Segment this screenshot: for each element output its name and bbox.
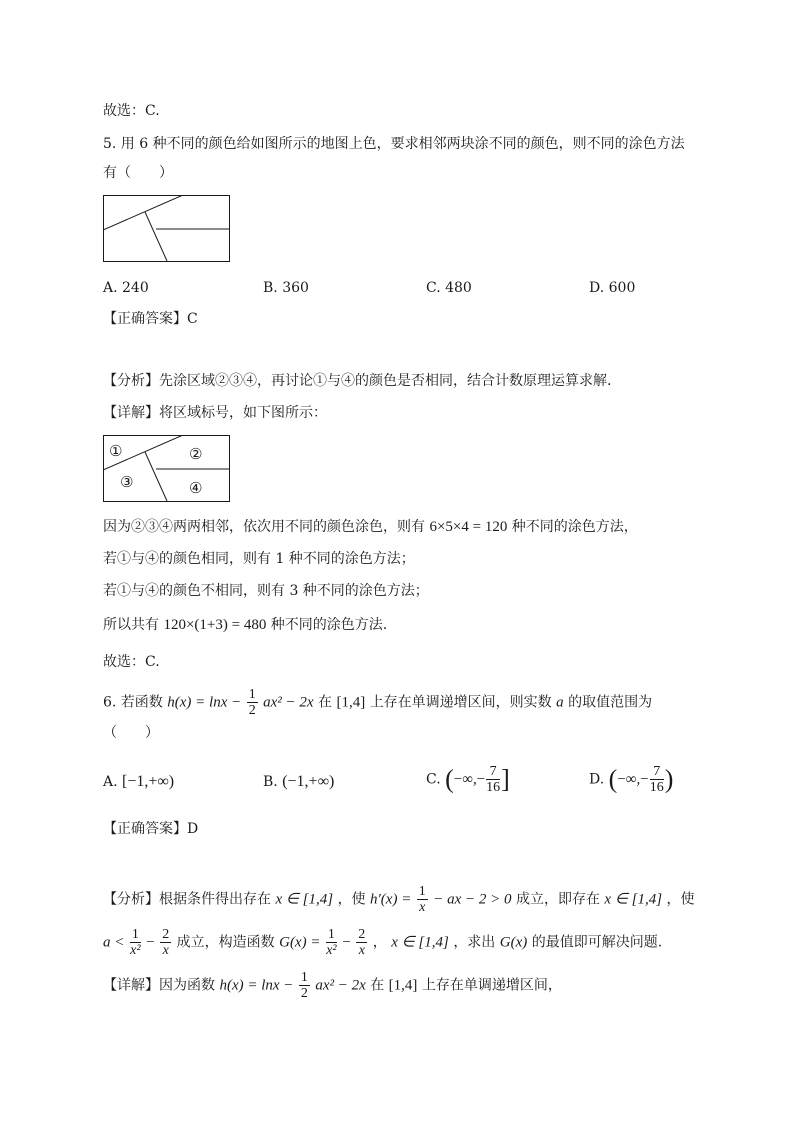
q6-option-b: B. (−1,+∞) (263, 773, 335, 790)
q5-answer: 【正确答案】C (103, 311, 198, 327)
q5-option-b: B. 360 (263, 280, 309, 296)
q6-option-c: C. (−∞,− $\frac{7}{16}$ ] (426, 764, 510, 795)
step-1-text-b: 种不同的涂色方法， (511, 519, 638, 535)
q5-stem-line2: 有（ ） (103, 165, 173, 181)
q5-analysis: 【分析】先涂区域②③④，再讨论①与④的颜色是否相同，结合计数原理运算求解. (103, 373, 612, 389)
q5-conclusion: 故选：C. (103, 654, 160, 670)
region-label-2: ② (189, 445, 203, 463)
q6-stem-b: 在 (318, 694, 333, 711)
q5-step-3: 若①与④的颜色不相同，则有 3 种不同的涂色方法； (103, 583, 429, 599)
q5-step-1 (103, 517, 638, 537)
q5-stem-line1: 5. 用 6 种不同的颜色给如图所示的地图上色，要求相邻两块涂不同的颜色，则不同的涂色方法 (103, 136, 685, 152)
region-label-3: ③ (120, 473, 134, 491)
q5-detail: 【详解】将区域标号，如下图所示： (103, 405, 327, 421)
q6-func-rhs: ax² − 2x (263, 694, 314, 711)
q6-stem-d: 的取值范围为 (568, 694, 653, 711)
q6-detail: 【详解】因为函数 h(x) = lnx − $\frac{1}{2}$ ax² − 2x 在 [1,4] 上存在单调递增区间， (103, 970, 562, 1001)
q5-step-2: 若①与④的颜色相同，则有 1 种不同的涂色方法； (103, 551, 415, 567)
q6-func-lhs: h(x) = lnx − (167, 694, 242, 711)
q5-step-4 (103, 615, 387, 635)
q6-stem-line1 (103, 687, 652, 718)
step-4-text-b: 种不同的涂色方法. (270, 617, 388, 633)
region-label-4: ④ (189, 479, 203, 497)
q6-half-fraction: $\frac{1}{2}$ (248, 687, 256, 718)
q5-map-figure (103, 195, 231, 263)
q6-var-a: a (556, 694, 564, 711)
step-1-formula: 6×5×4 = 120 (429, 519, 508, 535)
step-4-text-a: 所以共有 (103, 617, 159, 633)
q6-stem-line2: （ ） (103, 725, 159, 741)
previous-conclusion: 故选：C. (103, 103, 160, 119)
q6-stem-a: 6. 若函数 (103, 694, 163, 711)
region-label-1: ① (109, 442, 123, 460)
step-1-text-a: 因为②③④两两相邻，依次用不同的颜色涂色，则有 (103, 519, 425, 535)
q6-stem-c: 上存在单调递增区间，则实数 (369, 694, 552, 711)
q5-option-a: A. 240 (103, 280, 149, 296)
q6-analysis-line1: 【分析】根据条件得出存在 x ∈ [1,4] ，使 h′(x) = $\frac{1}{x}$ − ax − 2 > 0 成立，即存在 x ∈ [1,4] ，使 (103, 884, 695, 915)
q6-answer: 【正确答案】D (103, 821, 199, 837)
q5-option-d: D. 600 (589, 280, 636, 296)
q6-analysis-line2: a < $\frac{1}{\text{x²}}$ − $\frac{2}{x}$ 成立，构造函数 G(x) = $\frac{1}{\text{x²}}$ − $\frac{2}{x}$ ， x ∈ [1,4] ，求出 G(x) 的最值即可解决问题. (103, 927, 663, 958)
q6-option-a: A. [−1,+∞) (103, 773, 175, 790)
q6-option-d: D. (−∞,− $\frac{7}{16}$ ) (589, 764, 674, 795)
q6-interval: [1,4] (336, 694, 366, 711)
q5-option-c: C. 480 (426, 280, 472, 296)
step-4-formula: 120×(1+3) = 480 (163, 617, 267, 633)
